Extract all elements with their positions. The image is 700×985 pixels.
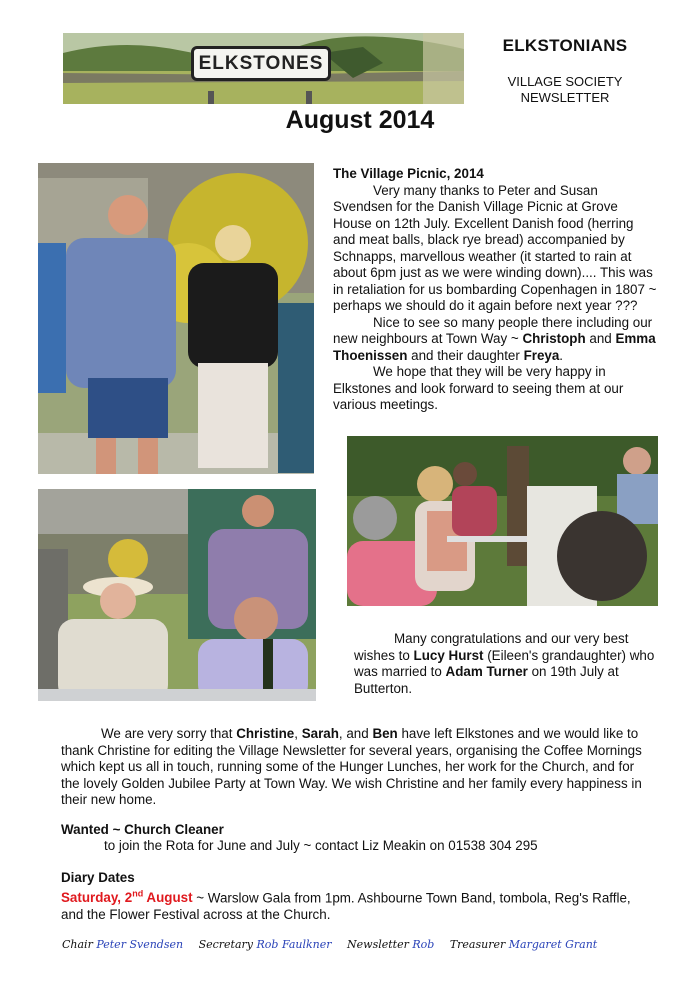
diary-heading: Diary Dates <box>61 870 135 885</box>
picnic-photo-gentlemen <box>38 489 316 701</box>
diary-entry: Saturday, 2nd August ~ Warslow Gala from 1pm. Ashbourne Town Band, tombola, Reg's Raffle, and the Flower Festival across at the Church. <box>61 889 631 922</box>
wanted-heading: Wanted ~ Church Cleaner <box>61 822 224 837</box>
picnic-paragraph-2: Nice to see so many people there including our new neighbours at Town Way ~ Christoph and Emma Thoenissen and their daughter Freya. <box>333 314 656 363</box>
wanted-text: to join the Rota for June and July ~ contact Liz Meakin on 01538 304 295 <box>104 838 538 853</box>
farewell-paragraph: We are very sorry that Christine, Sarah, and Ben have left Elkstones and we would like to thank Christine for editing the Village Newsletter for several years, organising the Coffee Mornings which kept us all in touch, running some of the Hunger Lunches, her work for the Church, and for the lovely Golden Jubilee Party at Town Way. We wish Christine and her family every happiness in their new home. <box>61 726 642 807</box>
picnic-heading: The Village Picnic, 2014 <box>333 166 484 181</box>
congratulations-paragraph: Many congratulations and our very best wishes to Lucy Hurst (Eileen's grandaughter) who was married to Adam Turner on 19th July at Butterton. <box>354 631 655 696</box>
diary-date: Saturday, 2nd August <box>61 889 193 906</box>
elkstones-sign-photo <box>63 33 464 104</box>
picnic-paragraph-1: Very many thanks to Peter and Susan Svendsen for the Danish Village Picnic at Grove House on 12th July. Excellent Danish food (herring and meat balls, black rye bread) accompanied by Schnapps, marvellous weather (it started to rain at about 6pm just as we were winding down).... This was in retaliation for us bombarding Copenhagen in 1807 ~ perhaps we should do it again before next year ??? <box>333 182 657 313</box>
picnic-paragraph-3: We hope that they will be very happy in Elkstones and look forward to seeing them at our various meetings. <box>333 364 624 412</box>
newsletter-title: ELKSTONIANS <box>502 36 628 55</box>
picnic-article <box>333 166 658 414</box>
village-sign: ELKSTONES <box>191 46 331 81</box>
picnic-photo-couple <box>38 163 314 474</box>
newsletter-subtitle: VILLAGE SOCIETY NEWSLETTER <box>507 74 623 105</box>
issue-month: August 2014 <box>285 106 435 134</box>
committee-footer: Chair Peter Svendsen Secretary Rob Faulkner Newsletter Rob Treasurer Margaret Grant <box>62 938 598 951</box>
picnic-photo-seated-guests <box>347 436 658 606</box>
